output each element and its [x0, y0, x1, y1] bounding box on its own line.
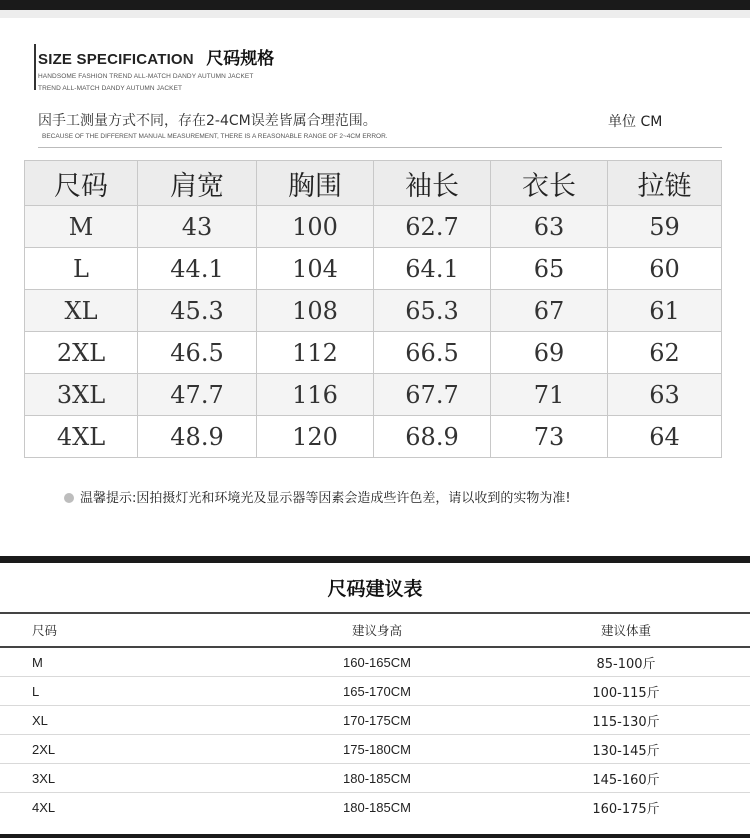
table-cell: 160-165CM	[252, 647, 502, 677]
table-cell: 100	[257, 206, 374, 248]
table-cell: 2XL	[25, 332, 138, 374]
table-cell: XL	[25, 290, 138, 332]
header-cell: 建议体重	[502, 613, 750, 647]
table-cell: 66.5	[374, 332, 491, 374]
table-cell: 71	[491, 374, 608, 416]
header-cell: 衣长	[491, 161, 608, 206]
table-cell: 64	[608, 416, 722, 458]
measurement-note-en: BECAUSE OF THE DIFFERENT MANUAL MEASUREMENT, THERE IS A REASONABLE RANGE OF 2~4CM ERROR.	[42, 133, 388, 140]
table-cell: 100-115斤	[502, 677, 750, 706]
header-cell: 拉链	[608, 161, 722, 206]
table-cell: M	[0, 647, 252, 677]
section-divider-bar	[0, 556, 750, 563]
table-cell: 46.5	[138, 332, 257, 374]
table-cell: 67	[491, 290, 608, 332]
table-row	[25, 374, 722, 416]
table-cell: 2XL	[0, 735, 252, 764]
table-row	[0, 647, 750, 677]
top-grey-bar	[0, 10, 750, 18]
size-recommend-table	[0, 612, 750, 821]
measurement-note: 因手工测量方式不同，存在2-4CM误差皆属合理范围。	[38, 113, 377, 129]
section-header	[38, 44, 274, 93]
table-cell: 67.7	[374, 374, 491, 416]
table-cell: 65	[491, 248, 608, 290]
header-rule	[34, 44, 36, 90]
recommend-header-row	[0, 613, 750, 647]
header-cell: 袖长	[374, 161, 491, 206]
table-cell: 130-145斤	[502, 735, 750, 764]
table-cell: 115-130斤	[502, 706, 750, 735]
table-cell: 145-160斤	[502, 764, 750, 793]
table-cell: 44.1	[138, 248, 257, 290]
unit-label: 单位 CM	[608, 114, 663, 130]
divider	[38, 147, 722, 148]
table-header-row	[25, 161, 722, 206]
table-cell: 63	[608, 374, 722, 416]
table-cell: 85-100斤	[502, 647, 750, 677]
tip-text: 温馨提示:因拍摄灯光和环境光及显示器等因素会造成些许色差，请以收到的实物为准!	[80, 491, 571, 506]
recommend-title: 尺码建议表	[327, 578, 423, 600]
table-cell: 108	[257, 290, 374, 332]
table-cell: 65.3	[374, 290, 491, 332]
table-row	[0, 764, 750, 793]
table-row	[25, 416, 722, 458]
table-cell: 180-185CM	[252, 793, 502, 822]
table-cell: 59	[608, 206, 722, 248]
table-row	[0, 706, 750, 735]
subtitle-1: HANDSOME FASHION TREND ALL-MATCH DANDY AUTUMN JACKET	[38, 73, 254, 80]
header-cell: 尺码	[0, 613, 252, 647]
table-cell: 68.9	[374, 416, 491, 458]
table-cell: 48.9	[138, 416, 257, 458]
table-cell: 165-170CM	[252, 677, 502, 706]
header-cell: 尺码	[25, 161, 138, 206]
top-dark-bar	[0, 0, 750, 10]
table-cell: XL	[0, 706, 252, 735]
table-cell: 4XL	[25, 416, 138, 458]
table-cell: 112	[257, 332, 374, 374]
table-row	[0, 735, 750, 764]
table-cell: L	[25, 248, 138, 290]
table-cell: 62	[608, 332, 722, 374]
table-cell: 104	[257, 248, 374, 290]
subtitle-2: TREND ALL-MATCH DANDY AUTUMN JACKET	[38, 85, 183, 92]
table-cell: 120	[257, 416, 374, 458]
table-cell: 116	[257, 374, 374, 416]
table-cell: 43	[138, 206, 257, 248]
header-cell: 胸围	[257, 161, 374, 206]
table-cell: 45.3	[138, 290, 257, 332]
table-cell: 3XL	[0, 764, 252, 793]
bottom-dark-bar	[0, 834, 750, 838]
table-row	[25, 290, 722, 332]
title-cn: 尺码规格	[206, 49, 275, 69]
table-cell: 47.7	[138, 374, 257, 416]
table-cell: 62.7	[374, 206, 491, 248]
table-row	[25, 332, 722, 374]
table-cell: 180-185CM	[252, 764, 502, 793]
header-cell: 建议身高	[252, 613, 502, 647]
table-row	[25, 206, 722, 248]
table-cell: 60	[608, 248, 722, 290]
bullet-dot-icon	[64, 493, 74, 503]
table-cell: 170-175CM	[252, 706, 502, 735]
table-cell: 4XL	[0, 793, 252, 822]
header-cell: 肩宽	[138, 161, 257, 206]
table-cell: 63	[491, 206, 608, 248]
size-spec-table	[24, 160, 722, 458]
table-cell: L	[0, 677, 252, 706]
title-en: SIZE SPECIFICATION	[38, 51, 194, 68]
table-cell: 175-180CM	[252, 735, 502, 764]
table-cell: M	[25, 206, 138, 248]
table-cell: 64.1	[374, 248, 491, 290]
table-cell: 160-175斤	[502, 793, 750, 822]
table-cell: 73	[491, 416, 608, 458]
table-cell: 69	[491, 332, 608, 374]
table-row	[0, 677, 750, 706]
color-tip	[64, 487, 571, 506]
table-cell: 3XL	[25, 374, 138, 416]
table-row	[0, 793, 750, 822]
table-row	[25, 248, 722, 290]
table-cell: 61	[608, 290, 722, 332]
